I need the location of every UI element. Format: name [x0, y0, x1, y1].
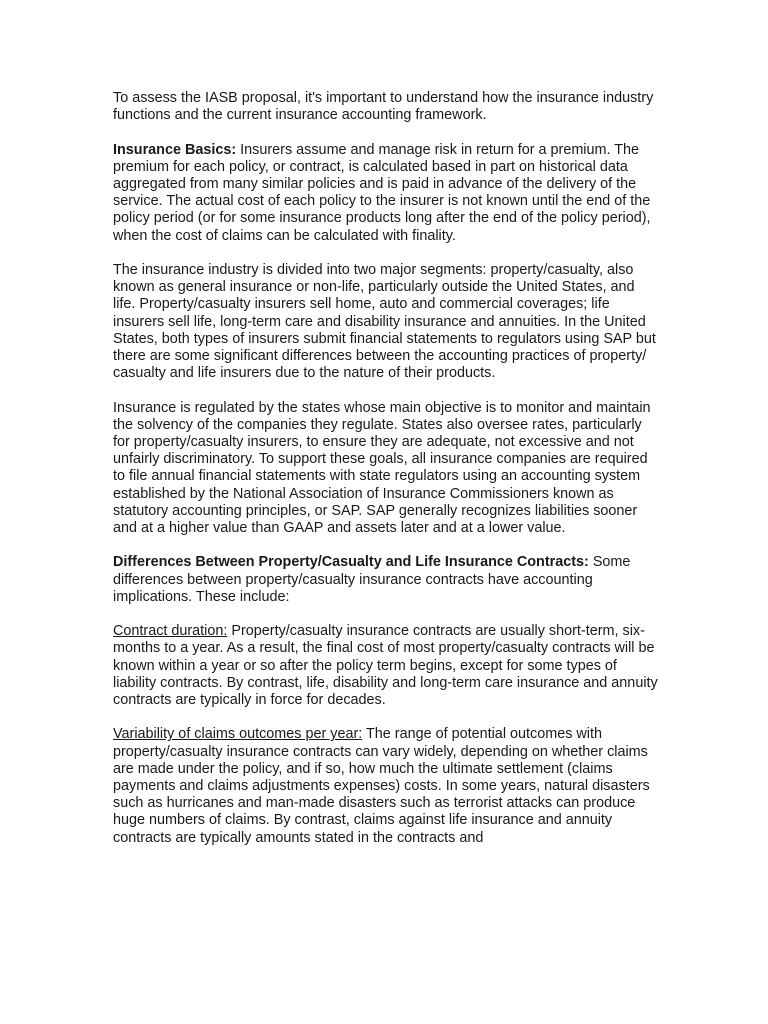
insurance-basics-text: Insurers assume and manage risk in return for a premium. The premium for each policy, or contract, is calculated based in part on historical data aggregated from many similar policies and is paid in advance of the delivery of the service. The actual cost of each policy to the insurer is not known until the end of the policy period (or for some insurance products long after the end of the policy period), when the cost of claims can be calculated with finality. — [113, 141, 651, 244]
contract-duration-text: Property/casualty insurance contracts are usually short-term, six-months to a year. As a result, the final cost of most property/casualty contracts will be known within a year or so after the policy term begins, except for some types of liability contracts. By contrast, life, disability and long-term care insurance and annuity contracts are typically in force for decades. — [113, 623, 658, 709]
segments-paragraph: The insurance industry is divided into two major segments: property/casualty, also known as general insurance or non-life, particularly outside the United States, and life. Property/casualty insurers sell home, auto and commercial coverages; life insurers sell life, long-term care and disability insurance and annuities. In the United States, both types of insurers submit financial statements to regulators using SAP but there are some significant differences between the accounting practices of property/ casualty and life insurers due to the nature of their products. — [113, 262, 656, 382]
variability-text: The range of potential outcomes with property/casualty insurance contracts can vary widely, depending on whether claims are made under the policy, and if so, how much the ultimate settlement (claims payments and claims adjustments expenses) costs. In some years, natural disasters such as hurricanes and man-made disasters such as terrorist attacks can produce huge numbers of claims. By contrast, claims against life insurance and annuity contracts are typically amounts stated in the contracts and — [113, 726, 650, 846]
insurance-basics-paragraph — [113, 142, 658, 245]
differences-paragraph — [113, 554, 658, 606]
document-page — [113, 90, 658, 864]
differences-heading: Differences Between Property/Casualty and Life Insurance Contracts: — [113, 554, 589, 571]
variability-heading: Variability of claims outcomes per year: — [113, 726, 363, 743]
regulation-paragraph: Insurance is regulated by the states whose main objective is to monitor and maintain the solvency of the companies they regulate. States also oversee rates, particularly for property/casualty insurers, to ensure they are adequate, not excessive and not unfairly discriminatory. To support these goals, all insurance companies are required to file annual financial statements with state regulators using an accounting system established by the National Association of Insurance Commissioners known as statutory accounting principles, or SAP. SAP generally recognizes liabilities sooner and at a higher value than GAAP and assets later and at a lower value. — [113, 399, 651, 537]
contract-duration-paragraph — [113, 623, 658, 709]
differences-text: Some differences between property/casualty insurance contracts have accounting implications. These include: — [113, 554, 631, 605]
variability-paragraph — [113, 726, 658, 846]
contract-duration-heading: Contract duration: — [113, 623, 228, 640]
intro-paragraph: To assess the IASB proposal, it's important to understand how the insurance industry functions and the current insurance accounting framework. — [113, 90, 654, 124]
insurance-basics-heading: Insurance Basics: — [113, 141, 237, 158]
